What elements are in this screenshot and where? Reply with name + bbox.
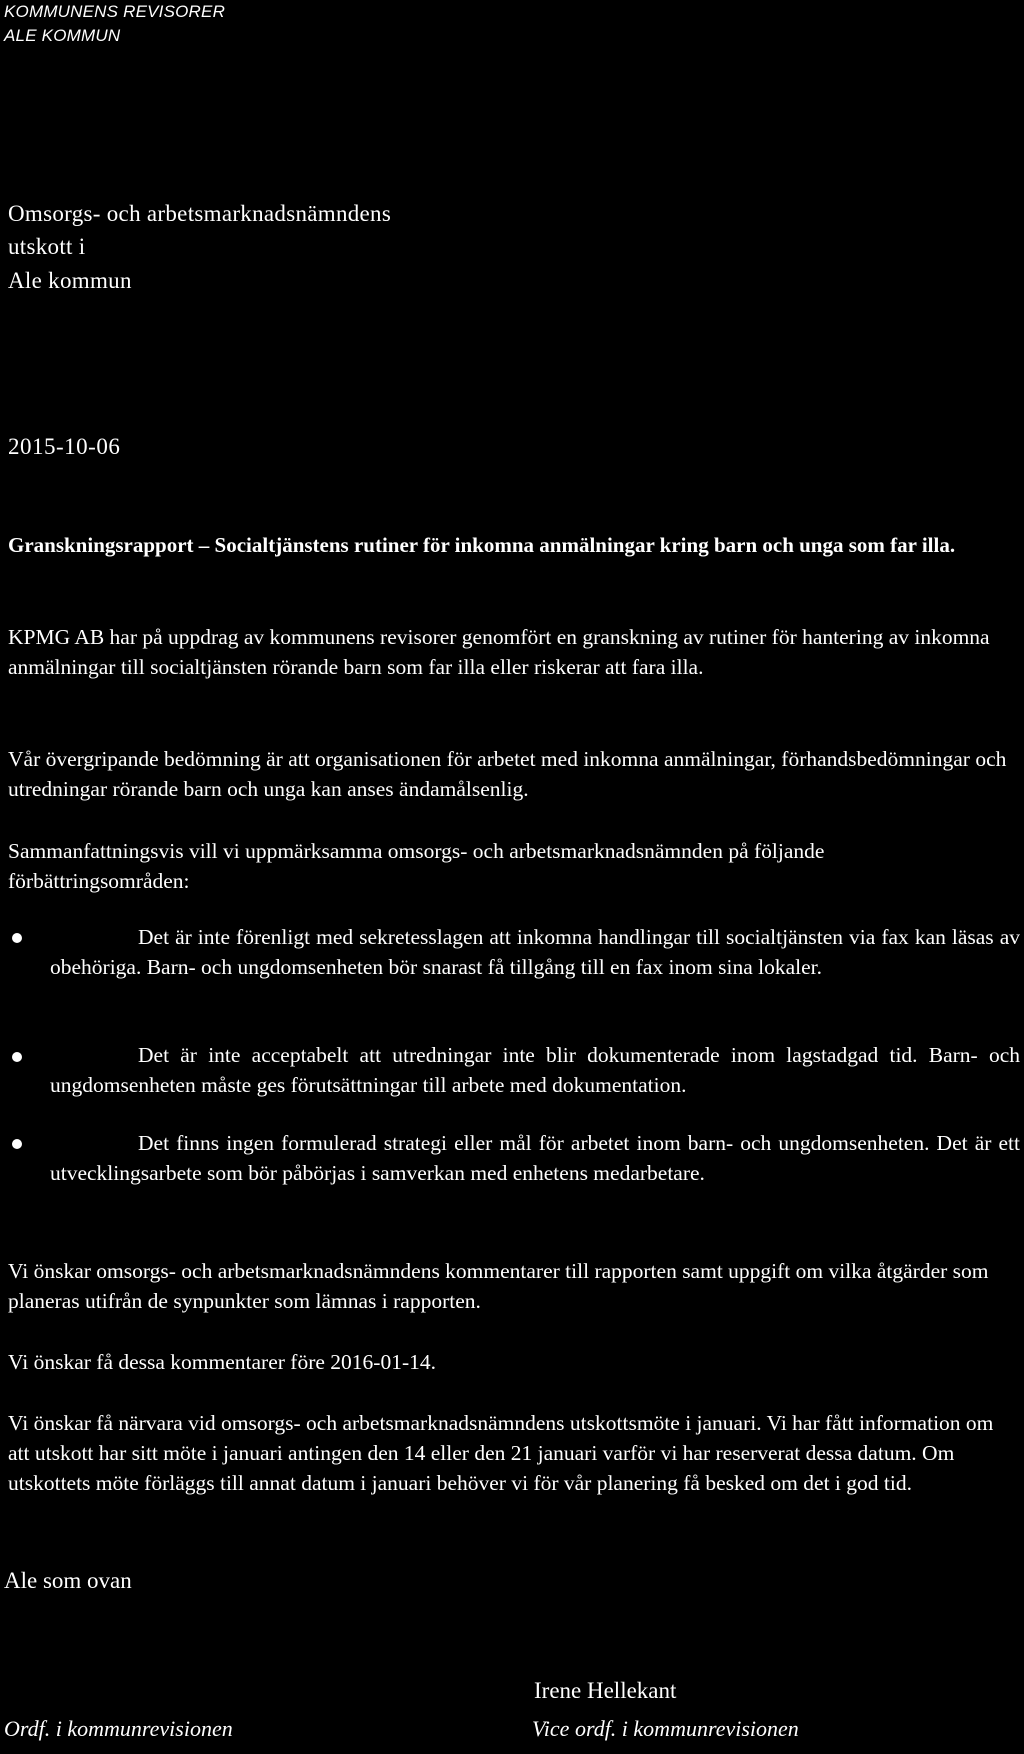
signature-chair-title: Ordf. i kommunrevisionen <box>4 1716 233 1741</box>
paragraph-summary: Sammanfattningsvis vill vi uppmärksamma omsorgs- och arbetsmarknadsnämnden på följande förbättringsområden: <box>8 839 825 893</box>
closing-line: Ale som ovan <box>4 1568 132 1593</box>
header-municipality: ALE KOMMUN <box>4 26 121 45</box>
paragraph-comments-request: Vi önskar omsorgs- och arbetsmarknadsnämndens kommentarer till rapporten samt uppgift om vilka åtgärder som planeras utifrån de synpunkter som lämnas i rapporten. <box>8 1259 989 1313</box>
bullet-dot-3 <box>12 1139 22 1149</box>
paragraph-intro: KPMG AB har på uppdrag av kommunens revisorer genomfört en granskning av rutiner för hantering av inkomna anmälningar till socialtjänsten rörande barn som far illa eller riskerar att fara illa. <box>8 625 990 679</box>
header-organization: KOMMUNENS REVISORER <box>4 2 226 21</box>
signature-vice-chair-name: Irene Hellekant <box>534 1678 677 1703</box>
bullet-text-3: Det finns ingen formulerad strategi eller mål för arbetet inom barn- och ungdomsenheten. Det är ett utvecklingsarbete som bör påbörjas i samverkan med enhetens medarbetare. <box>50 1131 1020 1185</box>
paragraph-meeting-request: Vi önskar få närvara vid omsorgs- och arbetsmarknadsnämndens utskottsmöte i januari. Vi har fått information om att utskott har sitt möte i januari antingen den 14 eller den 21 januari varför vi har reserverat dessa datum. Om utskottets möte förläggs till annat datum i januari behöver vi för vår planering få besked om det i god tid. <box>8 1411 994 1495</box>
bullet-item-2 <box>50 1040 1020 1100</box>
signature-vice-chair-title: Vice ordf. i kommunrevisionen <box>532 1716 799 1741</box>
bullet-dot-1 <box>12 933 22 943</box>
recipient-line-3: Ale kommun <box>8 268 132 293</box>
bullet-dot-2 <box>12 1052 22 1062</box>
report-title: Granskningsrapport – Socialtjänstens rutiner för inkomna anmälningar kring barn och unga som far illa. <box>8 533 956 557</box>
paragraph-assessment: Vår övergripande bedömning är att organisationen för arbetet med inkomna anmälningar, förhandsbedömningar och utredningar rörande barn och unga kan anses ändamålsenlig. <box>8 747 1007 801</box>
bullet-item-1 <box>50 922 1020 982</box>
document-date: 2015-10-06 <box>8 434 121 459</box>
bullet-text-1: Det är inte förenligt med sekretesslagen att inkomna handlingar till socialtjänsten via fax kan läsas av obehöriga. Barn- och ungdomsenheten bör snarast få tillgång till en fax inom sina lokaler. <box>50 925 1020 979</box>
recipient-line-2: utskott i <box>8 234 86 259</box>
bullet-text-2: Det är inte acceptabelt att utredningar inte blir dokumenterade inom lagstadgad tid. Barn- och ungdomsenheten måste ges förutsättningar till arbete med dokumentation. <box>50 1043 1020 1097</box>
paragraph-deadline: Vi önskar få dessa kommentarer före 2016-01-14. <box>8 1350 436 1374</box>
bullet-item-3 <box>50 1128 1020 1188</box>
recipient-line-1: Omsorgs- och arbetsmarknadsnämndens <box>8 201 392 226</box>
